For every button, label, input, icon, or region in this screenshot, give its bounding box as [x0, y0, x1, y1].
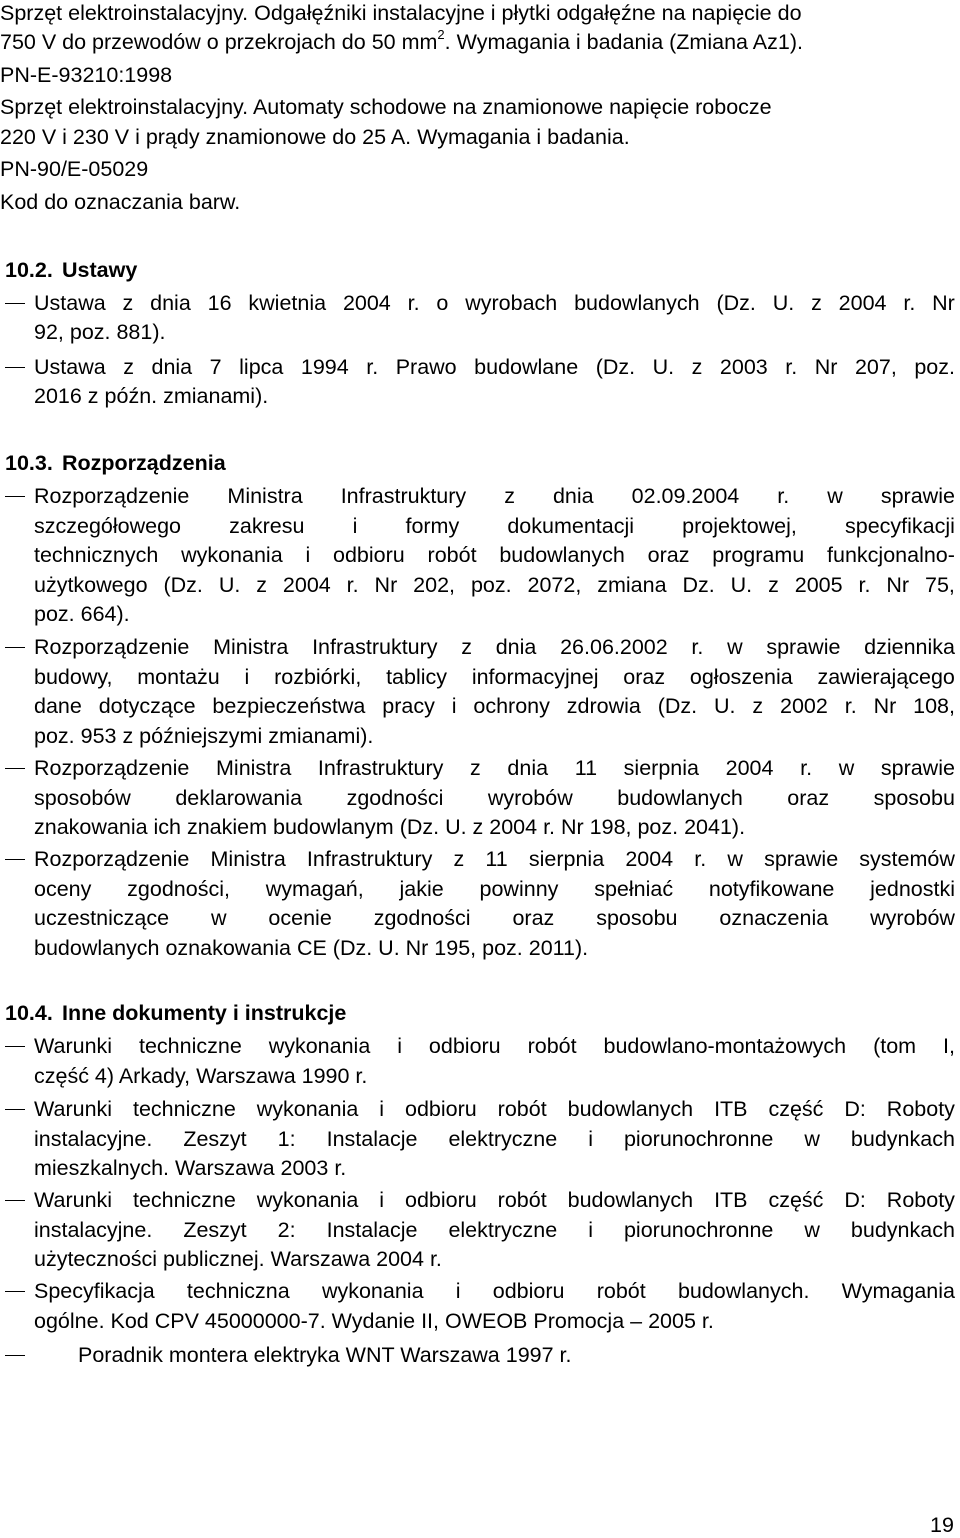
word: tablicy [386, 664, 448, 689]
word: robót [497, 1188, 547, 1212]
word: zgodności, [127, 876, 230, 901]
word: r. [346, 572, 359, 597]
word: U. [730, 572, 753, 597]
word: rozbiórki, [274, 664, 362, 689]
list-item-line [34, 290, 955, 316]
word: i [451, 694, 457, 718]
word: systemów [859, 847, 955, 871]
word: wyrobów [870, 906, 955, 930]
list-item-line [34, 846, 955, 872]
list-dash-marker [5, 367, 25, 368]
word: i [588, 1126, 593, 1151]
word: U. [652, 355, 675, 379]
word: budynkach [850, 1217, 955, 1242]
word: oznaczenia [719, 906, 829, 930]
word: budowlanych [567, 1097, 694, 1121]
word: i [379, 1188, 385, 1212]
word: Infrastruktury [312, 635, 438, 659]
standard-code: PN-E-93210:1998 [0, 63, 173, 87]
word: wyrobach [465, 291, 558, 315]
standard-title-line [0, 26, 803, 55]
word: Prawo [395, 355, 457, 379]
word: r. [858, 572, 871, 597]
list-item-line: poz. 953 z późniejszymi zmianami). [34, 723, 374, 748]
page-number: 19 [930, 1513, 954, 1537]
word: r. [777, 484, 790, 508]
text-segment: 750 V do przewodów o przekrojach do 50 mm [0, 30, 438, 54]
word: D: [844, 1188, 866, 1212]
word: w [827, 484, 843, 508]
list-item-line [34, 1278, 955, 1304]
word: ochrony [473, 694, 550, 718]
word: sposobu [596, 906, 678, 930]
word: sposobów [34, 785, 131, 810]
word: w [727, 635, 743, 659]
word: budowlanych. [677, 1279, 810, 1303]
word: wykonania [256, 1188, 359, 1212]
section-number: 10.2. [5, 258, 53, 282]
word: powinny [479, 876, 559, 901]
word: dane [34, 694, 82, 718]
word: 2004 [725, 756, 774, 780]
word: 207, [854, 355, 897, 379]
word: budynkach [850, 1126, 955, 1151]
word: sprawie [880, 756, 955, 780]
word: użytkowego [34, 572, 148, 597]
word: I, [942, 1034, 955, 1058]
word: budowlanych [574, 291, 700, 315]
word: oraz [647, 543, 690, 567]
word: z [453, 847, 465, 871]
word: projektowej, [682, 513, 797, 538]
word: odbioru [428, 1034, 501, 1058]
word: Ustawa [34, 291, 106, 315]
list-item-line: mieszkalnych. Warszawa 2003 r. [34, 1156, 347, 1180]
word: formy [405, 513, 460, 538]
word: z [122, 291, 134, 315]
word: i [455, 1279, 461, 1303]
word: Rozporządzenie [34, 847, 190, 871]
word: Ministra [213, 635, 289, 659]
list-item-line [34, 1217, 955, 1243]
word: Ministra [227, 484, 303, 508]
word: r. [785, 355, 798, 379]
word: pracy [382, 694, 435, 718]
section-title: Inne dokumenty i instrukcje [62, 1001, 347, 1025]
section-number: 10.4. [5, 1001, 53, 1025]
word: wykonania [181, 543, 283, 567]
list-item-line [34, 1187, 955, 1213]
list-dash-marker [5, 859, 25, 860]
word: Instalacje [326, 1126, 418, 1151]
word: r. [800, 756, 813, 780]
word: r. [691, 635, 704, 659]
list-item-line [34, 905, 955, 931]
word: piorunochronne [623, 1217, 774, 1242]
word: elektryczne [448, 1126, 558, 1151]
word: 2004 [282, 572, 331, 597]
word: z [123, 355, 134, 379]
list-item-line [34, 634, 955, 660]
word: z [256, 572, 267, 597]
word: oraz [512, 906, 555, 930]
word: 2004 [625, 847, 674, 871]
word: r. [366, 355, 379, 379]
list-item-line [34, 876, 955, 902]
word: 26.06.2002 [560, 635, 668, 659]
word: sierpnia [528, 847, 605, 871]
word: Warunki [34, 1188, 113, 1212]
word: informacyjnej [471, 664, 599, 689]
word: o [436, 291, 449, 315]
list-item-line [34, 664, 955, 690]
word: sprawie [880, 484, 955, 508]
word: kwietnia [248, 291, 327, 315]
word: techniczne [133, 1188, 236, 1212]
word: dnia [151, 355, 193, 379]
word: zmiana [597, 572, 667, 597]
word: Instalacje [326, 1217, 418, 1242]
word: część [768, 1097, 824, 1121]
list-item-line [34, 542, 955, 568]
list-item-line: znakowania ich znakiem budowlanym (Dz. U. z 2004 r. Nr 198, poz. 2041). [34, 815, 746, 839]
word: z [470, 756, 481, 780]
word: (Dz. [163, 572, 203, 597]
word: wykonania [268, 1034, 371, 1058]
word: 2003 [719, 355, 768, 379]
word: Rozporządzenie [34, 484, 190, 508]
word: spełniać [594, 876, 674, 901]
word: dziennika [864, 635, 955, 659]
word: Rozporządzenie [34, 756, 190, 780]
word: odbioru [404, 1188, 477, 1212]
word: budowy, [34, 664, 113, 689]
word: wykonania [321, 1279, 424, 1303]
word: uczestniczące [34, 906, 170, 930]
word: dnia [495, 635, 537, 659]
section-title: Rozporządzenia [62, 451, 226, 475]
word: z [811, 291, 822, 315]
word: ITB [714, 1097, 748, 1121]
word: 2004 [342, 291, 391, 315]
list-dash-marker [5, 768, 25, 769]
word: i [244, 664, 250, 689]
superscript: 2 [437, 26, 445, 42]
list-item-line: budowlanych oznakowania CE (Dz. U. Nr 195, poz. 2011). [34, 935, 589, 960]
word: wykonania [256, 1097, 359, 1121]
word: oraz [623, 664, 666, 689]
list-item-line: użyteczności publicznej. Warszawa 2004 r. [34, 1247, 442, 1271]
word: Warunki [34, 1034, 113, 1058]
word: Warunki [34, 1097, 113, 1121]
word: poz. [470, 572, 512, 597]
word: r. [844, 694, 857, 718]
word: budowlano-montażowych [603, 1034, 847, 1058]
word: 2: [277, 1217, 296, 1242]
list-dash-marker [5, 1291, 25, 1292]
text-segment: . Wymagania i badania (Zmiana Az1). [444, 30, 803, 54]
word: lipca [239, 355, 284, 379]
word: 1: [277, 1126, 296, 1151]
word: robót [497, 1097, 547, 1121]
list-item-line: Poradnik montera elektryka WNT Warszawa 1997 r. [78, 1343, 572, 1367]
word: poz. [914, 355, 955, 379]
word: Ministra [210, 847, 286, 871]
word: Ministra [216, 756, 292, 780]
word: zgodności [373, 906, 471, 930]
word: Nr [886, 572, 910, 597]
word: (Dz. [657, 694, 698, 718]
list-item-line: 92, poz. 881). [34, 320, 166, 344]
word: sierpnia [623, 756, 699, 780]
word: piorunochronne [623, 1126, 774, 1151]
word: U. [218, 572, 241, 597]
word: dnia [507, 756, 549, 780]
word: zawierającego [817, 664, 955, 689]
word: 108, [913, 694, 955, 718]
list-item-line [34, 785, 955, 811]
list-item-line: część 4) Arkady, Warszawa 1990 r. [34, 1063, 368, 1088]
word: i [397, 1034, 402, 1058]
word: budowlanych [567, 1188, 694, 1212]
word: dnia [552, 484, 594, 508]
word: D: [844, 1097, 866, 1121]
word: z [768, 572, 779, 597]
word: i [305, 543, 311, 567]
standard-title-line: Kod do oznaczania barw. [0, 190, 241, 214]
standard-title-line: 220 V i 230 V i prądy znamionowe do 25 A. Wymagania i badania. [0, 125, 630, 149]
list-item-line [34, 755, 955, 781]
word: Roboty [886, 1097, 955, 1121]
word: sprawie [764, 847, 839, 871]
word: technicznych [34, 543, 159, 567]
section-number: 10.3. [5, 451, 53, 475]
list-dash-marker [5, 1355, 25, 1356]
word: notyfikowane [708, 876, 835, 901]
word: 7 [209, 355, 222, 379]
word: w [804, 1126, 820, 1151]
word: budowlanych [499, 543, 625, 567]
word: z [752, 694, 764, 718]
word: zdrowia [566, 694, 641, 718]
word: część [768, 1188, 824, 1212]
word: techniczna [186, 1279, 290, 1303]
list-item-line [34, 1096, 955, 1122]
word: Infrastruktury [340, 484, 467, 508]
word: wymagań, [265, 876, 364, 901]
word: ITB [714, 1188, 748, 1212]
section-title: Ustawy [62, 258, 138, 282]
word: deklarowania [175, 785, 303, 810]
word: robót [596, 1279, 646, 1303]
word: Nr [374, 572, 398, 597]
word: bezpieczeństwa [212, 694, 366, 718]
word: (Dz. [716, 291, 756, 315]
word: 11 [574, 756, 598, 780]
word: U. [714, 694, 736, 718]
list-item-line: 2016 z późn. zmianami). [34, 384, 269, 408]
word: jednostki [870, 876, 955, 901]
word: z [691, 355, 703, 379]
word: Specyfikacja [34, 1279, 155, 1303]
word: 16 [207, 291, 232, 315]
word: Nr [814, 355, 838, 379]
word: U. [772, 291, 795, 315]
word: Dz. [682, 572, 715, 597]
list-item-line [34, 572, 955, 598]
word: oraz [787, 785, 830, 810]
word: 75, [924, 572, 955, 597]
word: odbioru [333, 543, 405, 567]
word: odbioru [492, 1279, 565, 1303]
word: zakresu [229, 513, 305, 538]
word: Wymagania [841, 1279, 955, 1303]
list-item-line: poz. 664). [34, 602, 130, 626]
word: programu [712, 543, 805, 567]
word: sprawie [766, 635, 841, 659]
word: (Dz. [595, 355, 636, 379]
word: dnia [150, 291, 191, 315]
word: budowlanych [617, 785, 743, 810]
list-item-line: ogólne. Kod CPV 45000000-7. Wydanie II, OWEOB Promocja – 2005 r. [34, 1308, 714, 1333]
word: Infrastruktury [317, 756, 444, 780]
list-item-line [34, 1033, 955, 1059]
word: w [727, 847, 743, 871]
word: odbioru [404, 1097, 477, 1121]
word: Infrastruktury [306, 847, 433, 871]
word: funkcjonalno- [827, 543, 955, 567]
word: dokumentacji [507, 513, 635, 538]
word: Ustawa [34, 355, 106, 379]
word: dotyczące [98, 694, 196, 718]
word: techniczne [133, 1097, 236, 1121]
word: 2072, [527, 572, 582, 597]
word: w [838, 756, 855, 780]
list-item-line [34, 693, 955, 719]
word: instalacyjne. [34, 1126, 153, 1151]
word: 2002 [780, 694, 828, 718]
word: budowlane [474, 355, 579, 379]
word: 2004 [838, 291, 887, 315]
word: r. [903, 291, 916, 315]
word: robót [427, 543, 477, 567]
word: w [210, 906, 227, 930]
word: jakie [399, 876, 444, 901]
word: montażu [137, 664, 220, 689]
word: techniczne [138, 1034, 242, 1058]
word: r. [407, 291, 420, 315]
list-dash-marker [5, 496, 25, 497]
list-item-line [34, 354, 955, 380]
word: w [804, 1217, 820, 1242]
word: z [504, 484, 515, 508]
word: oceny [34, 876, 92, 901]
word: instalacyjne. [34, 1217, 153, 1242]
list-dash-marker [5, 1200, 25, 1201]
list-item-line [34, 483, 955, 509]
word: r. [694, 847, 707, 871]
standard-code: PN-90/E-05029 [0, 157, 149, 181]
list-dash-marker [5, 303, 25, 304]
standard-title-line: Sprzęt elektroinstalacyjny. Odgałęźniki instalacyjne i płytki odgałęźne na napięcie do [0, 1, 802, 25]
word: 202, [413, 572, 456, 597]
word: zgodności [346, 785, 444, 810]
list-dash-marker [5, 647, 25, 648]
list-item-line [34, 1126, 955, 1152]
standard-title-line: Sprzęt elektroinstalacyjny. Automaty schodowe na znamionowe napięcie robocze [0, 95, 772, 119]
word: 2005 [794, 572, 843, 597]
word: Nr [932, 291, 955, 315]
word: i [588, 1217, 593, 1242]
word: z [461, 635, 472, 659]
word: 11 [485, 847, 508, 871]
list-dash-marker [5, 1109, 25, 1110]
word: Nr [873, 694, 897, 718]
word: i [379, 1097, 385, 1121]
word: specyfikacji [845, 513, 955, 538]
word: i [352, 513, 358, 538]
word: 1994 [300, 355, 349, 379]
word: (tom [873, 1034, 917, 1058]
word: wyrobów [487, 785, 573, 810]
word: sposobu [873, 785, 955, 810]
word: ocenie [268, 906, 332, 930]
list-dash-marker [5, 1046, 25, 1047]
list-item-line [34, 513, 955, 539]
word: Rozporządzenie [34, 635, 190, 659]
word: 02.09.2004 [631, 484, 740, 508]
word: elektryczne [448, 1217, 558, 1242]
word: szczegółowego [34, 513, 182, 538]
word: Zeszyt [183, 1217, 247, 1242]
word: Zeszyt [183, 1126, 247, 1151]
word: ogłoszenia [689, 664, 793, 689]
word: Roboty [886, 1188, 955, 1212]
word: robót [527, 1034, 577, 1058]
